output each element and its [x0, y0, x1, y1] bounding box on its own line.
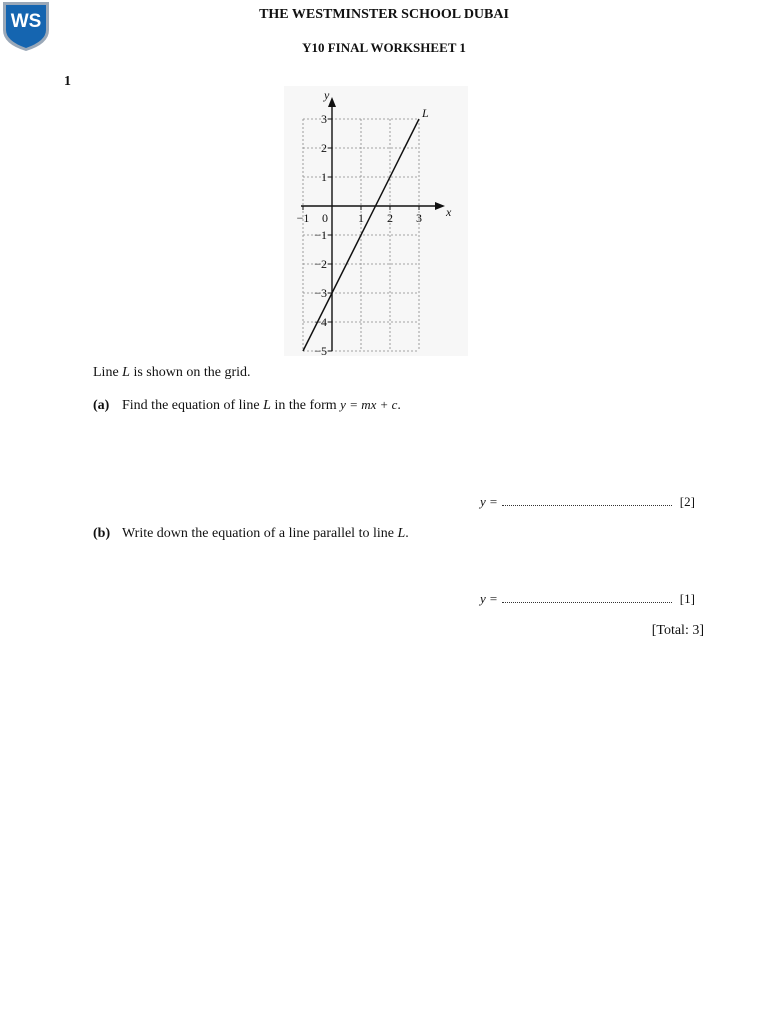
- part-b-answer-blank[interactable]: [502, 592, 672, 603]
- part-b-label: (b): [93, 526, 111, 541]
- intro-text-start: Line: [93, 365, 123, 380]
- part-b-line-variable: L: [397, 526, 406, 541]
- graph-background: [284, 86, 468, 356]
- x-tick-label: 1: [358, 211, 364, 225]
- intro-text-end: is shown on the grid.: [129, 365, 251, 380]
- part-a-text-start: Find the equation of line: [122, 398, 264, 413]
- part-b-text-start: Write down the equation of a line parallel to line: [122, 526, 398, 541]
- line-l-label: L: [422, 106, 429, 120]
- y-tick-label: 3: [321, 112, 327, 126]
- y-tick-label: −4: [314, 315, 327, 329]
- part-a-answer-prefix: y =: [480, 494, 498, 509]
- y-tick-label: −3: [314, 286, 327, 300]
- part-a-text-mid: in the form: [270, 398, 341, 413]
- x-tick-label: 0: [322, 211, 328, 225]
- part-b-answer-prefix: y =: [480, 591, 498, 606]
- part-b-text-end: .: [405, 526, 409, 541]
- y-tick-label: 1: [321, 170, 327, 184]
- x-tick-label: 3: [416, 211, 422, 225]
- part-a-text-end: .: [397, 398, 401, 413]
- question-intro: [93, 365, 251, 381]
- y-tick-label: −5: [314, 344, 327, 356]
- line-graph: [284, 86, 468, 356]
- question-number: 1: [64, 74, 71, 89]
- part-a-answer-line[interactable]: [480, 494, 695, 510]
- part-a-line-variable: L: [263, 398, 271, 413]
- worksheet-title: Y10 FINAL WORKSHEET 1: [302, 40, 466, 55]
- y-axis-label: y: [324, 88, 330, 102]
- part-a-marks: [2]: [679, 494, 695, 509]
- school-name: THE WESTMINSTER SCHOOL DUBAI: [259, 7, 509, 22]
- x-axis-label: x: [446, 205, 452, 219]
- y-tick-label: 2: [321, 141, 327, 155]
- part-b-answer-line[interactable]: [480, 591, 695, 607]
- part-b-marks: [1]: [679, 591, 695, 606]
- y-tick-label: −2: [314, 257, 327, 271]
- total-marks: [Total: 3]: [651, 623, 704, 638]
- part-a-answer-blank[interactable]: [502, 495, 672, 506]
- intro-line-variable: L: [122, 365, 130, 380]
- x-tick-label: −1: [296, 211, 310, 225]
- x-tick-label: 2: [387, 211, 393, 225]
- part-a-formula: y = mx + c: [340, 397, 398, 412]
- logo-text: WS: [10, 11, 42, 32]
- part-a-label: (a): [93, 398, 110, 413]
- y-tick-label: −1: [314, 228, 327, 242]
- part-a: [93, 397, 401, 414]
- part-b: [93, 526, 409, 542]
